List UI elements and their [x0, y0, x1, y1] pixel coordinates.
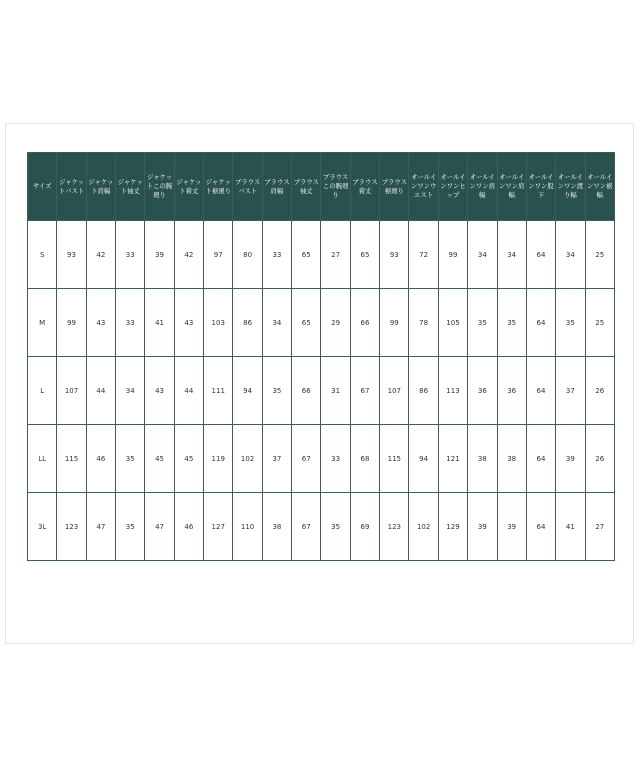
- measurement-cell: 44: [174, 357, 203, 425]
- measurement-cell: 35: [321, 493, 350, 561]
- size-label-cell: L: [28, 357, 57, 425]
- measurement-cell: 78: [409, 289, 438, 357]
- header-cell: ジャケット肩幅: [86, 153, 115, 221]
- measurement-cell: 42: [86, 221, 115, 289]
- measurement-cell: 29: [321, 289, 350, 357]
- header-cell: ブラウス肩幅: [262, 153, 291, 221]
- table-row: [28, 221, 615, 289]
- measurement-cell: 93: [380, 221, 409, 289]
- measurement-cell: 127: [204, 493, 233, 561]
- measurement-cell: 27: [321, 221, 350, 289]
- header-cell: オールインワン股下: [526, 153, 555, 221]
- measurement-cell: 39: [497, 493, 526, 561]
- measurement-cell: 93: [57, 221, 86, 289]
- measurement-cell: 35: [497, 289, 526, 357]
- header-cell: オールインワンウエスト: [409, 153, 438, 221]
- measurement-cell: 102: [409, 493, 438, 561]
- measurement-cell: 69: [350, 493, 379, 561]
- header-cell: オールインワン肩幅: [497, 153, 526, 221]
- measurement-cell: 105: [438, 289, 467, 357]
- measurement-cell: 94: [409, 425, 438, 493]
- header-cell: ブラウスバスト: [233, 153, 262, 221]
- measurement-cell: 33: [321, 425, 350, 493]
- measurement-cell: 26: [585, 425, 614, 493]
- table-row: [28, 493, 615, 561]
- measurement-cell: 33: [116, 221, 145, 289]
- measurement-cell: 47: [86, 493, 115, 561]
- measurement-cell: 42: [174, 221, 203, 289]
- measurement-cell: 121: [438, 425, 467, 493]
- size-label-cell: 3L: [28, 493, 57, 561]
- measurement-cell: 27: [585, 493, 614, 561]
- measurement-cell: 36: [468, 357, 497, 425]
- measurement-cell: 39: [145, 221, 174, 289]
- measurement-cell: 99: [57, 289, 86, 357]
- measurement-cell: 110: [233, 493, 262, 561]
- measurement-cell: 94: [233, 357, 262, 425]
- measurement-cell: 66: [350, 289, 379, 357]
- measurement-cell: 31: [321, 357, 350, 425]
- measurement-cell: 107: [380, 357, 409, 425]
- measurement-cell: 25: [585, 221, 614, 289]
- measurement-cell: 86: [409, 357, 438, 425]
- size-label-cell: M: [28, 289, 57, 357]
- measurement-cell: 35: [116, 425, 145, 493]
- measurement-cell: 99: [380, 289, 409, 357]
- measurement-cell: 37: [262, 425, 291, 493]
- measurement-cell: 38: [262, 493, 291, 561]
- table-row: [28, 357, 615, 425]
- measurement-cell: 34: [262, 289, 291, 357]
- measurement-cell: 37: [556, 357, 585, 425]
- measurement-cell: 68: [350, 425, 379, 493]
- measurement-cell: 33: [262, 221, 291, 289]
- measurement-cell: 67: [350, 357, 379, 425]
- measurement-cell: 123: [380, 493, 409, 561]
- measurement-cell: 43: [86, 289, 115, 357]
- header-size: サイズ: [28, 153, 57, 221]
- measurement-cell: 65: [350, 221, 379, 289]
- size-label-cell: LL: [28, 425, 57, 493]
- measurement-cell: 46: [174, 493, 203, 561]
- measurement-cell: 65: [292, 289, 321, 357]
- measurement-cell: 35: [116, 493, 145, 561]
- measurement-cell: 43: [145, 357, 174, 425]
- measurement-cell: 33: [116, 289, 145, 357]
- measurement-cell: 39: [468, 493, 497, 561]
- measurement-cell: 115: [57, 425, 86, 493]
- header-cell: オールインワン裾幅: [585, 153, 614, 221]
- measurement-cell: 45: [145, 425, 174, 493]
- header-cell: ブラウス裾廻り: [380, 153, 409, 221]
- measurement-cell: 129: [438, 493, 467, 561]
- size-label-cell: S: [28, 221, 57, 289]
- header-cell: ジャケットこの腕廻り: [145, 153, 174, 221]
- measurement-cell: 41: [556, 493, 585, 561]
- header-cell: オールインワンヒップ: [438, 153, 467, 221]
- measurement-cell: 34: [556, 221, 585, 289]
- header-cell: オールインワン渡り幅: [556, 153, 585, 221]
- header-cell: ジャケット着丈: [174, 153, 203, 221]
- measurement-cell: 64: [526, 493, 555, 561]
- measurement-cell: 103: [204, 289, 233, 357]
- header-cell: ブラウスこの腕廻り: [321, 153, 350, 221]
- size-chart-table: [27, 152, 615, 561]
- measurement-cell: 97: [204, 221, 233, 289]
- table-row: [28, 289, 615, 357]
- header-cell: オールインワン肩幅: [468, 153, 497, 221]
- measurement-cell: 34: [116, 357, 145, 425]
- measurement-cell: 34: [497, 221, 526, 289]
- measurement-cell: 34: [468, 221, 497, 289]
- measurement-cell: 64: [526, 289, 555, 357]
- header-cell: ジャケット裾廻り: [204, 153, 233, 221]
- measurement-cell: 67: [292, 425, 321, 493]
- measurement-cell: 67: [292, 493, 321, 561]
- measurement-cell: 46: [86, 425, 115, 493]
- measurement-cell: 107: [57, 357, 86, 425]
- measurement-cell: 39: [556, 425, 585, 493]
- measurement-cell: 80: [233, 221, 262, 289]
- header-cell: ブラウス着丈: [350, 153, 379, 221]
- measurement-cell: 36: [497, 357, 526, 425]
- measurement-cell: 26: [585, 357, 614, 425]
- measurement-cell: 119: [204, 425, 233, 493]
- measurement-cell: 38: [468, 425, 497, 493]
- measurement-cell: 35: [556, 289, 585, 357]
- size-chart-card: [5, 123, 634, 644]
- measurement-cell: 45: [174, 425, 203, 493]
- measurement-cell: 64: [526, 425, 555, 493]
- measurement-cell: 41: [145, 289, 174, 357]
- header-cell: ブラウス袖丈: [292, 153, 321, 221]
- measurement-cell: 113: [438, 357, 467, 425]
- measurement-cell: 86: [233, 289, 262, 357]
- header-cell: ジャケットバスト: [57, 153, 86, 221]
- measurement-cell: 72: [409, 221, 438, 289]
- measurement-cell: 35: [468, 289, 497, 357]
- measurement-cell: 99: [438, 221, 467, 289]
- measurement-cell: 43: [174, 289, 203, 357]
- measurement-cell: 35: [262, 357, 291, 425]
- measurement-cell: 123: [57, 493, 86, 561]
- measurement-cell: 44: [86, 357, 115, 425]
- measurement-cell: 115: [380, 425, 409, 493]
- measurement-cell: 64: [526, 221, 555, 289]
- measurement-cell: 25: [585, 289, 614, 357]
- table-row: [28, 425, 615, 493]
- measurement-cell: 111: [204, 357, 233, 425]
- measurement-cell: 65: [292, 221, 321, 289]
- measurement-cell: 38: [497, 425, 526, 493]
- measurement-cell: 47: [145, 493, 174, 561]
- header-cell: ジャケット袖丈: [116, 153, 145, 221]
- header-row: [28, 153, 615, 221]
- measurement-cell: 66: [292, 357, 321, 425]
- measurement-cell: 102: [233, 425, 262, 493]
- measurement-cell: 64: [526, 357, 555, 425]
